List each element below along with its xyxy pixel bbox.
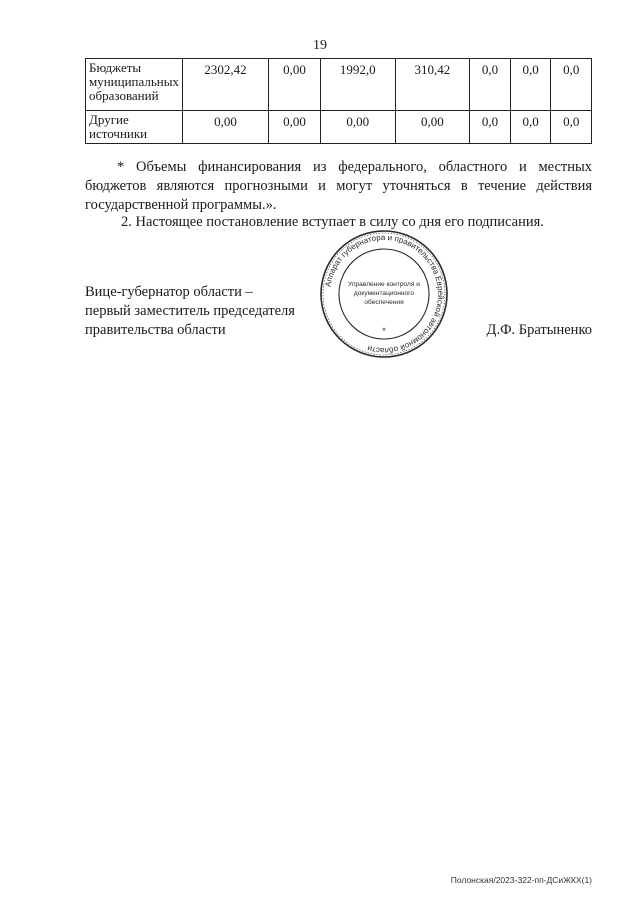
- table-cell: 0,00: [268, 59, 320, 111]
- table-cell: 0,00: [395, 111, 470, 144]
- signatory-title-line: первый заместитель председателя: [85, 303, 295, 319]
- signatory-title: [85, 283, 325, 340]
- official-stamp: [318, 228, 450, 360]
- table-row: [86, 59, 592, 111]
- table-cell: 0,0: [510, 59, 551, 111]
- signatory-title-line: правительства области: [85, 322, 226, 338]
- signatory-name: Д.Ф. Братыненко: [486, 322, 592, 338]
- stamp-star: *: [382, 326, 386, 336]
- table-cell: 0,00: [268, 111, 320, 144]
- stamp-inner-line: обеспечения: [364, 299, 404, 306]
- footnote: * Объемы финансирования из федерального, областного и местных бюджетов являются прогнозными и могут уточняться в течение действия государственной программы.».: [85, 159, 592, 213]
- stamp-inner-line: документационного: [353, 290, 415, 297]
- row-label: Бюджеты муниципальных образований: [86, 59, 183, 111]
- table-cell: 0,0: [470, 59, 511, 111]
- table-cell: 0,0: [551, 111, 592, 144]
- table-cell: 0,0: [470, 111, 511, 144]
- table-cell: 2302,42: [183, 59, 269, 111]
- table-cell: 0,0: [510, 111, 551, 144]
- table-row: [86, 111, 592, 144]
- table-cell: 0,00: [183, 111, 269, 144]
- row-label: Другие источники: [86, 111, 183, 144]
- page-number: 19: [313, 38, 327, 53]
- financing-table: [85, 58, 592, 144]
- table-cell: 310,42: [395, 59, 470, 111]
- effective-date-paragraph: 2. Настоящее постановление вступает в силу со дня его подписания.: [121, 214, 544, 230]
- signatory-title-line: Вице-губернатор области –: [85, 284, 253, 300]
- document-code: Полонская/2023-322-пп-ДСиЖКХ(1): [450, 875, 592, 885]
- stamp-inner-line: Управление контроля и: [348, 281, 420, 288]
- stamp-outer-text: Аппарат губернатора и правительства Еврейской автономной области: [323, 232, 446, 356]
- table-cell: 0,00: [320, 111, 395, 144]
- table-cell: 1992,0: [320, 59, 395, 111]
- table-cell: 0,0: [551, 59, 592, 111]
